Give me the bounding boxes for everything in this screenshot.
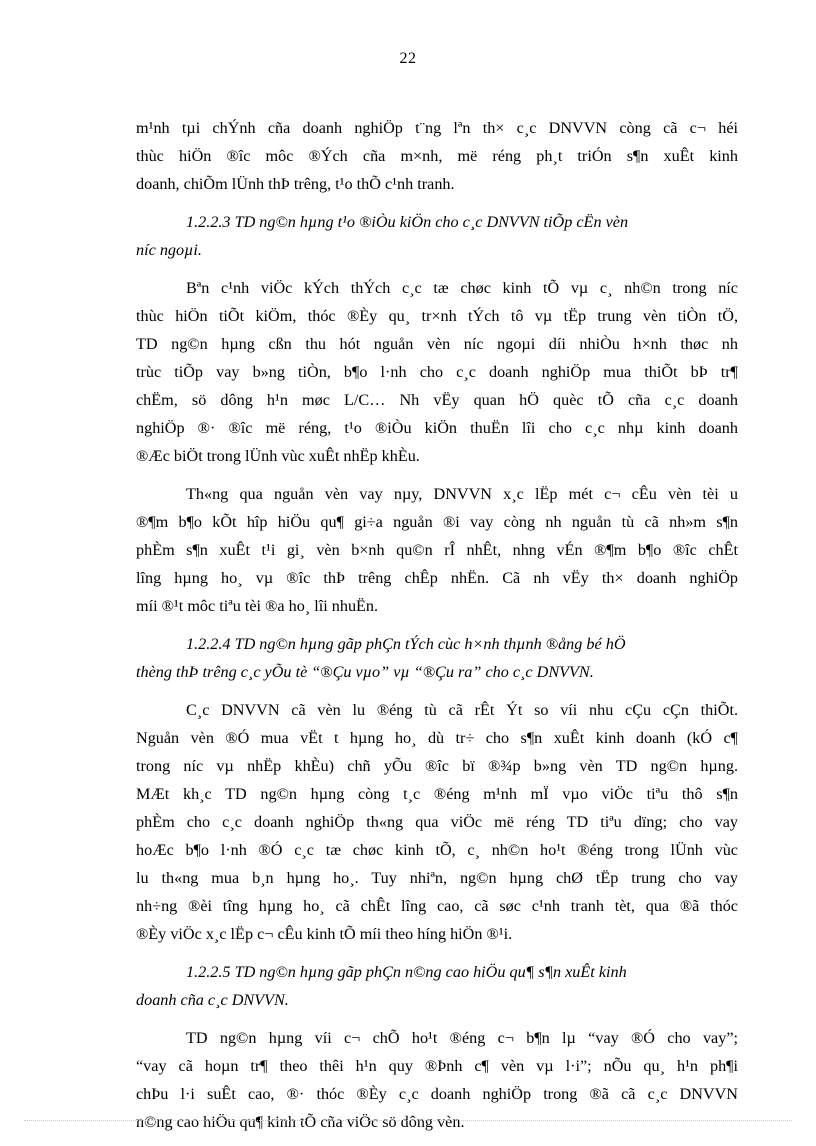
text-line: Nguån vèn ®Ó mua vËt t hµng ho¸ dù tr÷ cho s¶n xuÊt kinh doanh (kÓ c¶ <box>136 729 738 747</box>
text-line: trùc tiÕp vay b»ng tiÒn, b¶o l·nh cho c¸c doanh nghiÖp mua thiÕt bÞ tr¶ <box>136 363 738 381</box>
section-heading-1-2-2-3 <box>136 208 738 264</box>
heading-line: 1.2.2.5 TD ng©n hµng gãp phÇn n©ng cao hiÖu qu¶ s¶n xuÊt kinh <box>186 963 627 981</box>
text-line: n©ng cao hiÖu qu¶ kinh tÕ cña viÖc sö dông vèn. <box>136 1113 465 1131</box>
text-line: thùc hiÖn ®îc môc ®Ých cña m×nh, më réng ph¸t triÓn s¶n xuÊt kinh <box>136 147 738 165</box>
text-line: m¹nh tµi chÝnh cña doanh nghiÖp t¨ng lªn th× c¸c DNVVN còng cã c¬ héi <box>136 119 738 137</box>
text-line: C¸c DNVVN cã vèn lu ®éng tù cã rÊt Ýt so víi nhu cÇu cÇn thiÕt. <box>186 701 738 719</box>
body-text <box>136 114 738 1146</box>
section-heading-1-2-2-4 <box>136 630 738 686</box>
page-number: 22 <box>399 50 417 67</box>
heading-line: 1.2.2.3 TD ng©n hµng t¹o ®iÒu kiÖn cho c¸c DNVVN tiÕp cËn vèn <box>186 213 629 231</box>
text-line: ®Æc biÖt trong lÜnh vùc xuÊt nhËp khÈu. <box>136 447 420 465</box>
paragraph-continuation <box>136 114 738 198</box>
text-line: chÞu l·i suÊt cao, ®· thóc ®Èy c¸c doanh nghiÖp trong ®ã cã c¸c DNVVN <box>136 1085 738 1103</box>
text-line: phÈm cho c¸c doanh nghiÖp th«ng qua viÖc më réng TD tiªu dïng; cho vay <box>136 813 738 831</box>
heading-line: doanh cña c¸c DNVVN. <box>136 991 289 1009</box>
text-line: lîng hµng ho¸ vµ ®îc thÞ trêng chÊp nhËn. Cã nh vËy th× doanh nghiÖp <box>136 569 738 587</box>
text-line: Th«ng qua nguån vèn vay nµy, DNVVN x¸c lËp mét c¬ cÊu vèn tèi u <box>186 485 738 503</box>
text-line: ®Èy viÖc x¸c lËp c¬ cÊu kinh tÕ míi theo híng hiÖn ®¹i. <box>136 925 513 943</box>
text-line: Bªn c¹nh viÖc kÝch thÝch c¸c tæ chøc kinh tÕ vµ c¸ nh©n trong níc <box>186 279 738 297</box>
heading-line: thèng thÞ trêng c¸c yÕu tè “®Çu vµo” vµ “®Çu ra” cho c¸c DNVVN. <box>136 663 594 681</box>
text-line: hoÆc b¶o l·nh ®Ó c¸c tæ chøc kinh tÕ, c¸ nh©n ho¹t ®éng trong lÜnh vùc <box>136 841 738 859</box>
heading-line: 1.2.2.4 TD ng©n hµng gãp phÇn tÝch cùc h×nh thµnh ®ång bé hÖ <box>186 635 626 653</box>
text-line: nh÷ng ®èi tîng hµng ho¸ cã chÊt lîng cao, cã søc c¹nh tranh tèt, qua ®ã thóc <box>136 897 738 915</box>
text-line: MÆt kh¸c TD ng©n hµng còng t¸c ®éng m¹nh mÏ vµo viÖc tiªu thô s¶n <box>136 785 738 803</box>
text-line: ®¶m b¶o kÕt hîp hiÖu qu¶ gi÷a nguån ®i vay còng nh nguån tù cã nh»m s¶n <box>136 513 738 531</box>
text-line: TD ng©n hµng víi c¬ chÕ ho¹t ®éng c¬ b¶n lµ “vay ®Ó cho vay”; <box>186 1029 738 1047</box>
section-heading-1-2-2-5 <box>136 958 738 1014</box>
text-line: lu th«ng mua b¸n hµng ho¸. Tuy nhiªn, ng©n hµng chØ tËp trung cho vay <box>136 869 738 887</box>
text-line: TD ng©n hµng cßn thu hót nguån vèn níc ngoµi díi nhiÒu h×nh thøc nh <box>136 335 738 353</box>
text-line: thùc hiÖn tiÕt kiÖm, thóc ®Èy qu¸ tr×nh tÝch tô vµ tËp trung vèn tiÒn tÖ, <box>136 307 738 325</box>
text-line: nghiÖp ®· ®îc më réng, t¹o ®iÒu kiÖn thuËn lîi cho c¸c nhµ kinh doanh <box>136 419 738 437</box>
heading-line: níc ngoµi. <box>136 241 202 259</box>
page-bottom-divider <box>24 1120 792 1121</box>
paragraph <box>136 274 738 470</box>
text-line: trong níc vµ nhËp khÈu) chñ yÕu ®îc bï ®¾p b»ng vèn TD ng©n hµng. <box>136 757 738 775</box>
paragraph <box>136 480 738 620</box>
text-line: “vay cã hoµn tr¶ theo thêi h¹n quy ®Þnh c¶ vèn vµ l·i”; nÕu qu¸ h¹n ph¶i <box>136 1057 738 1075</box>
text-line: phÈm s¶n xuÊt t¹i gi¸ vèn b×nh qu©n rÎ nhÊt, nhng vÉn ®¶m b¶o ®îc chÊt <box>136 541 738 559</box>
text-line: míi ®¹t môc tiªu tèi ®a ho¸ lîi nhuËn. <box>136 597 379 615</box>
text-line: doanh, chiÕm lÜnh thÞ trêng, t¹o thÕ c¹nh tranh. <box>136 175 455 193</box>
paragraph <box>136 696 738 948</box>
text-line: chËm, sö dông h¹n møc L/C… Nh vËy quan hÖ quèc tÕ cña c¸c doanh <box>136 391 738 409</box>
